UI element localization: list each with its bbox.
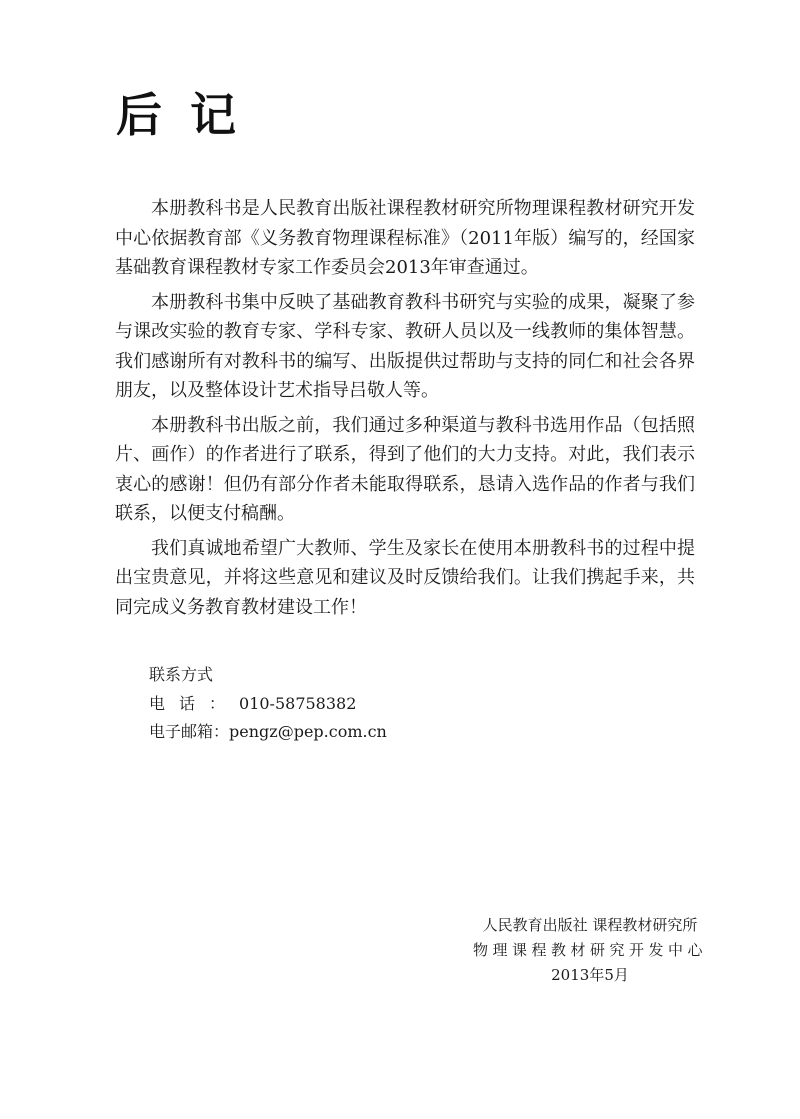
email-label: 电子邮箱： (149, 722, 230, 741)
email-address: pengz@pep.com.cn (229, 722, 387, 741)
contact-block (149, 661, 387, 747)
signature-org-line2: 物理课程教材研究开发中心 (472, 941, 707, 959)
signature-org-line1: 人民教育出版社 课程教材研究所 (482, 916, 698, 934)
contact-phone-row (149, 690, 387, 719)
signature-block (460, 913, 720, 988)
paragraph-1: 本册教科书是人民教育出版社课程教材研究所物理课程教材研究开发中心依据教育部《义务教育物理课程标准》（2011年版）编写的，经国家基础教育课程教材专家工作委员会2013年审查通过。 (115, 198, 695, 278)
body-text (115, 194, 695, 627)
signature-date: 2013年5月 (551, 966, 629, 984)
paragraph-3: 本册教科书出版之前，我们通过多种渠道与教科书选用作品（包括照片、画作）的作者进行了联系，得到了他们的大力支持。对此，我们表示衷心的感谢！但仍有部分作者未能取得联系，恳请入选作品的作者与我们联系，以便支付稿酬。 (115, 414, 695, 524)
contact-email-row (149, 718, 387, 747)
contact-heading: 联系方式 (149, 665, 214, 684)
page-title: 后记 (116, 88, 264, 142)
phone-label: 电话： (149, 693, 240, 713)
paragraph-4: 我们真诚地希望广大教师、学生及家长在使用本册教科书的过程中提出宝贵意见，并将这些意见和建议及时反馈给我们。让我们携起手来，共同完成义务教育教材建设工作！ (115, 537, 695, 618)
phone-number: 010-58758382 (239, 693, 357, 713)
paragraph-2: 本册教科书集中反映了基础教育教科书研究与实验的成果，凝聚了参与课改实验的教育专家、学科专家、教研人员以及一线教师的集体智慧。我们感谢所有对教科书的编写、出版提供过帮助与支持的同仁和社会各界朋友，以及整体设计艺术指导吕敬人等。 (115, 291, 695, 401)
